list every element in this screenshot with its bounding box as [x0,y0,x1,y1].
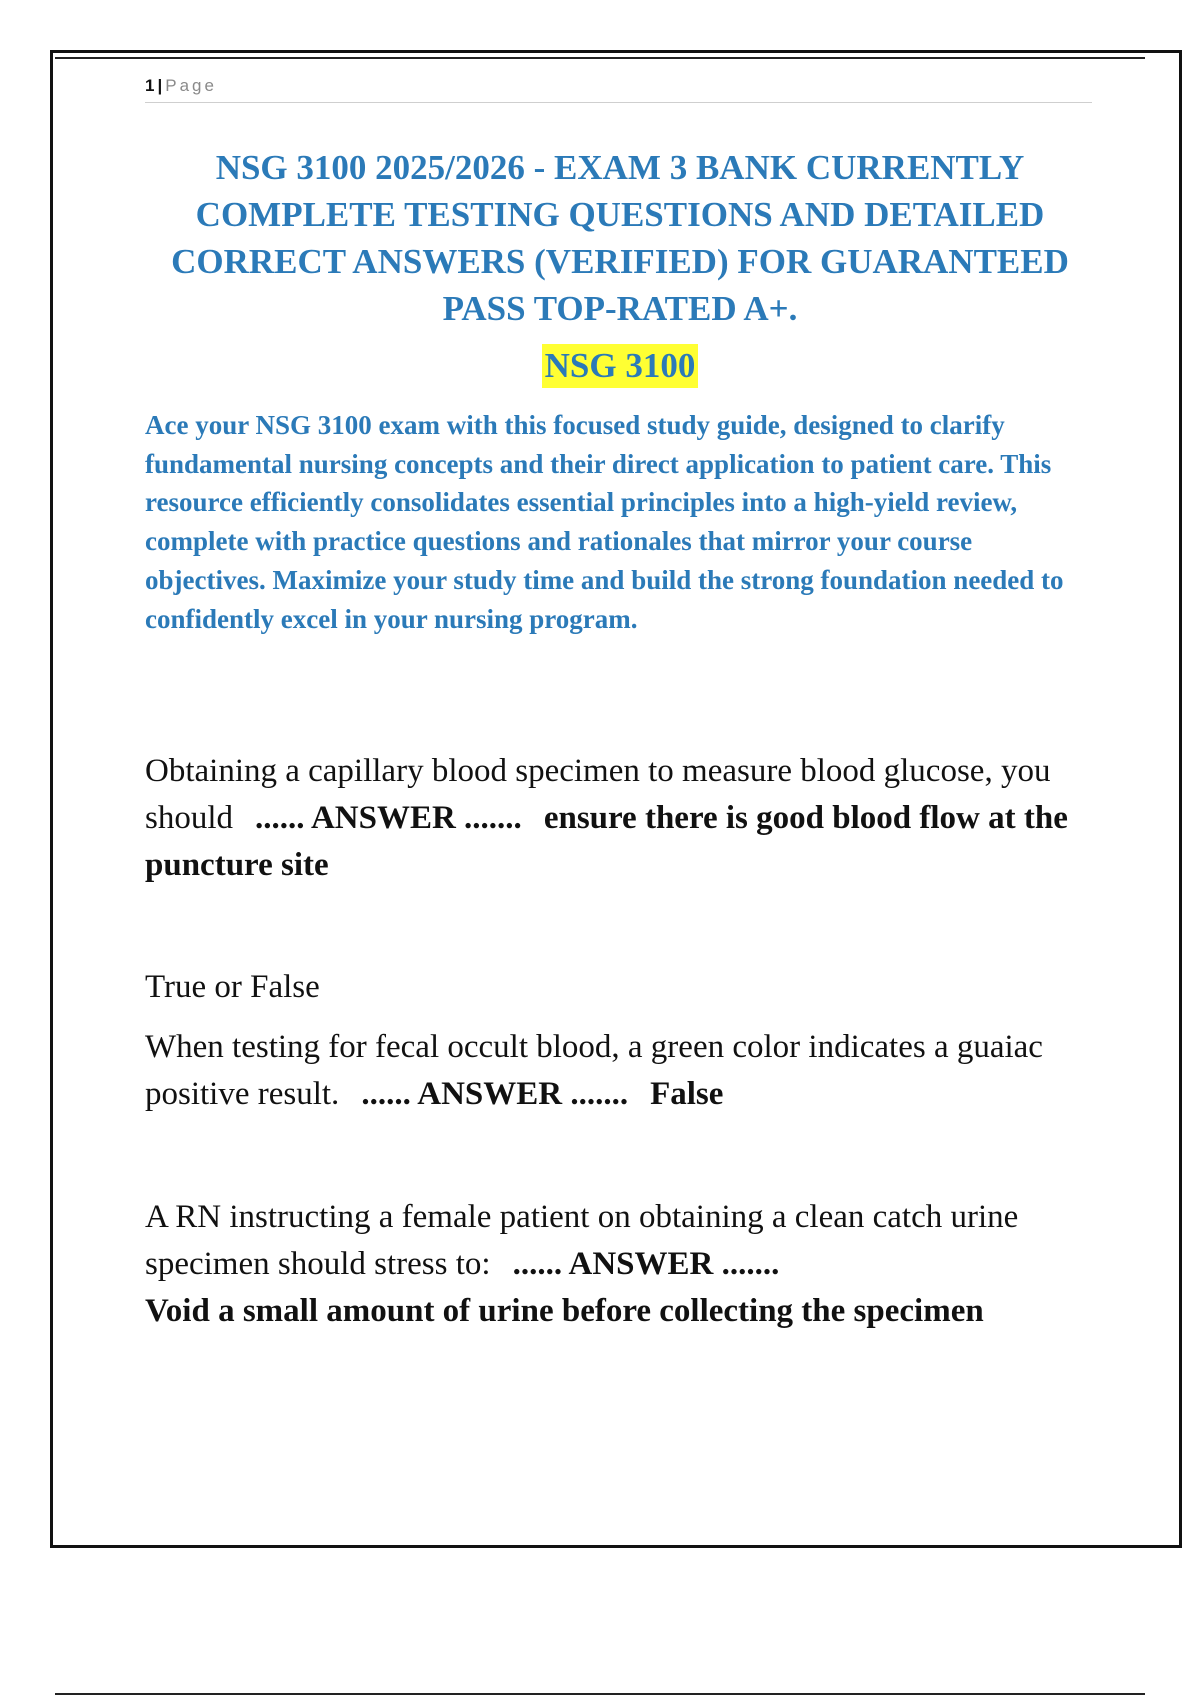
answer-marker-3: ...... ANSWER ....... [512,1246,780,1282]
question-1 [145,748,1090,889]
question-2 [145,1024,1090,1118]
intro-paragraph: Ace your NSG 3100 exam with this focused study guide, designed to clarify fundamental nursing concepts and their direct application to patient care. This resource efficiently consolidates essential principles into a high-yield review, complete with practice questions and rationales that mirror your course objectives. Maximize your study time and build the strong foundation needed to confidently excel in your nursing program. [145,410,1064,634]
top-rule [55,57,1145,59]
question-3 [145,1194,1090,1335]
page-header [145,74,1092,103]
page-separator: | [157,76,163,95]
answer-marker-1: ...... ANSWER ....... [255,800,522,836]
course-code-highlight: NSG 3100 [542,344,699,388]
question-3-text: A RN instructing a female patient on obtaining a clean catch urine specimen should stress to: [145,1199,1019,1282]
bottom-rule [55,1693,1145,1695]
question-1-text: Obtaining a capillary blood specimen to measure blood glucose, you should [145,753,1051,836]
answer-2: False [650,1076,724,1112]
answer-3: Void a small amount of urine before collecting the specimen [145,1293,984,1329]
answer-1: ensure there is good blood flow at the puncture site [145,800,1068,883]
answer-marker-2: ...... ANSWER ....... [361,1076,629,1112]
page-number: 1 [145,76,155,95]
question-2-label: True or False [145,969,320,1005]
page-label: Page [165,76,217,95]
question-2-text: When testing for fecal occult blood, a green color indicates a guaiac positive result. [145,1029,1043,1112]
document-title: NSG 3100 2025/2026 - EXAM 3 BANK CURRENTLY COMPLETE TESTING QUESTIONS AND DETAILED CORRECT ANSWERS (VERIFIED) FOR GUARANTEED PASS TOP-RATED A+. [171,148,1069,328]
course-code-row [0,344,1200,388]
